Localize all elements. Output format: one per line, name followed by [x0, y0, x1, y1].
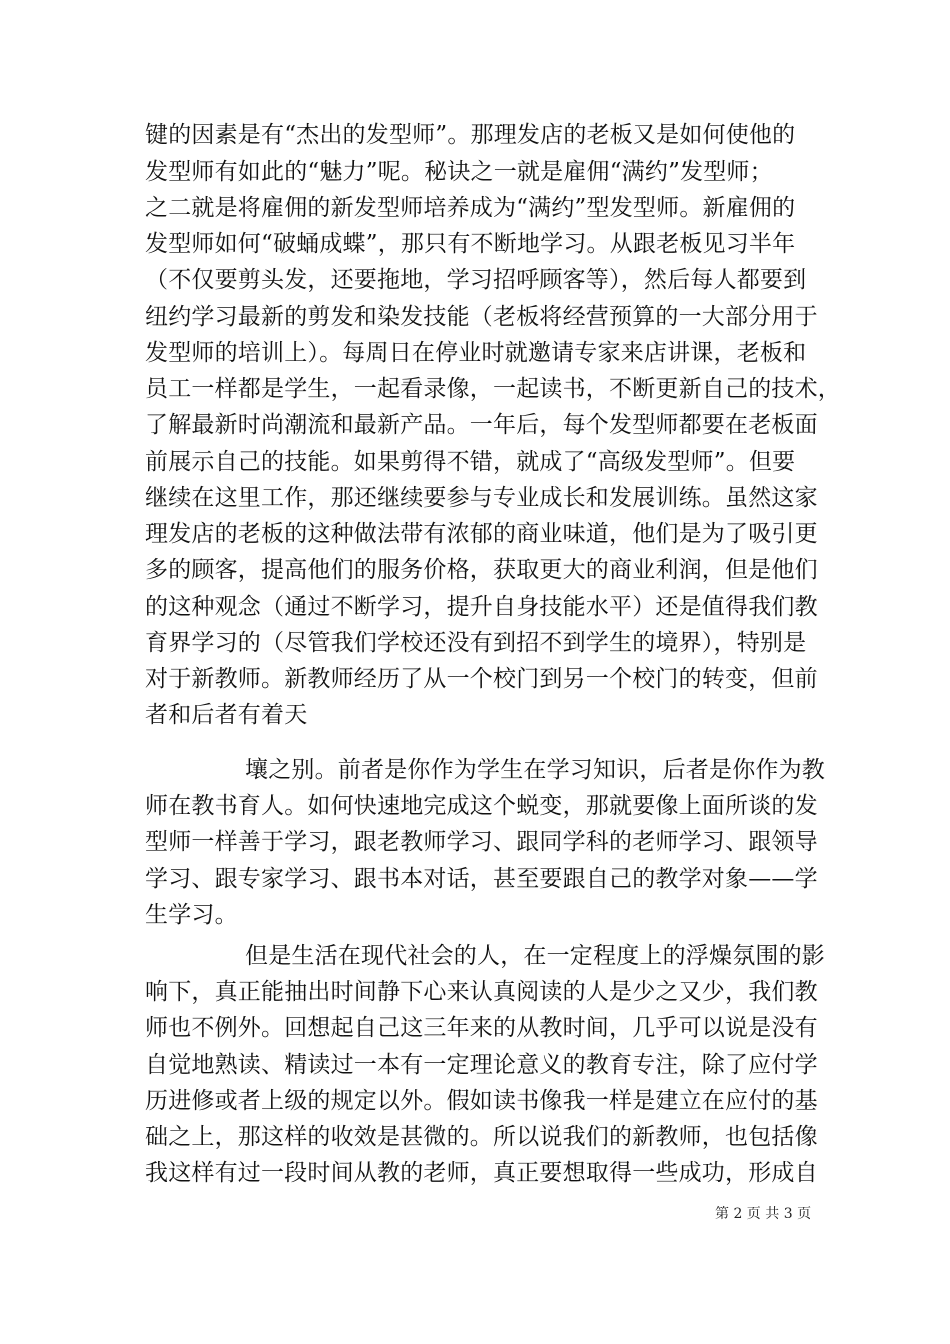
text-line: 纽约学习最新的剪发和染发技能（老板将经营预算的一大部分用于 [145, 304, 818, 330]
text-line: 之二就是将雇佣的新发型师培养成为“满约”型发型师。新雇佣的 [145, 195, 796, 221]
text-line: 前展示自己的技能。如果剪得不错，就成了“高级发型师”。但要 [145, 449, 796, 475]
text-line: 发型师的培训上）。每周日在停业时就邀请专家来店讲课，老板和 [145, 340, 807, 366]
text-line: 壤之别。前者是你作为学生在学习知识，后者是你作为教 [245, 757, 825, 783]
text-line: 发型师如何“破蛹成蝶”，那只有不断地学习。从跟老板见习半年 [145, 231, 796, 257]
text-line: 继续在这里工作，那还继续要参与专业成长和发展训练。虽然这家 [145, 485, 818, 511]
text-line: 自觉地熟读、精读过一本有一定理论意义的教育专注，除了应付学 [145, 1052, 818, 1078]
text-line: （不仅要剪头发，还要拖地，学习招呼顾客等），然后每人都要到 [145, 267, 807, 293]
text-line: 础之上，那这样的收效是甚微的。所以说我们的新教师，也包括像 [145, 1124, 818, 1150]
text-line: 师在教书育人。如何快速地完成这个蜕变，那就要像上面所谈的发 [145, 793, 818, 819]
text-line: 键的因素是有“杰出的发型师”。那理发店的老板又是如何使他的 [145, 122, 796, 148]
text-line: 员工一样都是学生，一起看录像，一起读书，不断更新自己的技术， [145, 376, 841, 402]
text-line: 者和后者有着天 [145, 702, 308, 728]
text-line: 对于新教师。新教师经历了从一个校门到另一个校门的转变，但前 [145, 666, 818, 692]
text-line: 历进修或者上级的规定以外。假如读书像我一样是建立在应付的基 [145, 1088, 818, 1114]
text-line: 多的顾客，提高他们的服务价格，获取更大的商业利润，但是他们 [145, 557, 818, 583]
text-line: 但是生活在现代社会的人，在一定程度上的浮燥氛围的影 [245, 943, 825, 969]
text-line: 发型师有如此的“魅力”呢。秘诀之一就是雇佣“满约”发型师； [145, 159, 773, 185]
text-line: 我这样有过一段时间从教的老师，真正要想取得一些成功，形成自 [145, 1160, 818, 1186]
text-line: 育界学习的（尽管我们学校还没有到招不到学生的境界），特别是 [145, 630, 807, 656]
text-line: 响下，真正能抽出时间静下心来认真阅读的人是少之又少，我们教 [145, 979, 818, 1005]
text-line: 理发店的老板的这种做法带有浓郁的商业味道，他们是为了吸引更 [145, 521, 818, 547]
text-line: 型师一样善于学习，跟老教师学习、跟同学科的老师学习、跟领导 [145, 829, 818, 855]
text-line: 师也不例外。回想起自己这三年来的从教时间，几乎可以说是没有 [145, 1015, 818, 1041]
text-line: 学习、跟专家学习、跟书本对话，甚至要跟自己的教学对象——学 [145, 866, 818, 892]
text-line: 的这种观念（通过不断学习，提升自身技能水平）还是值得我们教 [145, 594, 818, 620]
page-number: 第 2 页 共 3 页 [715, 1206, 812, 1222]
text-line: 生学习。 [145, 902, 238, 928]
text-line: 了解最新时尚潮流和最新产品。一年后，每个发型师都要在老板面 [145, 412, 818, 438]
